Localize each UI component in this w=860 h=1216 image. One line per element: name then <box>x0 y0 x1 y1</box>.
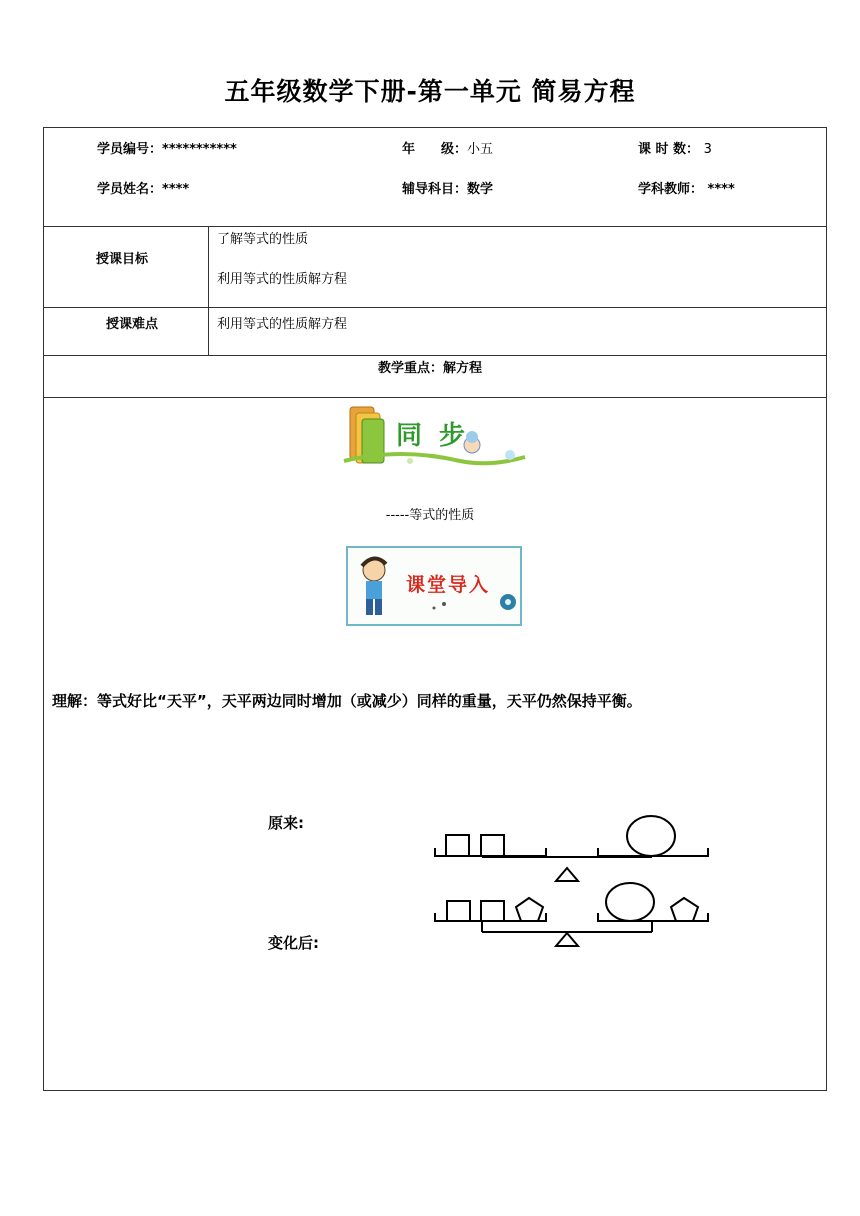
student-name-field <box>97 182 189 198</box>
student-id-field <box>97 142 237 158</box>
teacher-label: 学科教师： <box>638 182 704 197</box>
student-id-label: 学员编号： <box>97 142 163 157</box>
lessons-field <box>638 142 712 158</box>
table-divider <box>43 226 827 227</box>
difficulty-value: 利用等式的性质解方程 <box>217 317 348 332</box>
table-column-divider <box>208 226 209 355</box>
goal-item: 利用等式的性质解方程 <box>217 272 348 287</box>
after-label: 变化后: <box>268 934 319 952</box>
understanding-text: 理解：等式好比“天平”，天平两边同时增加（或减少）同样的重量，天平仍然保持平衡。 <box>52 692 642 710</box>
teaching-focus: 教学重点：解方程 <box>377 361 482 376</box>
subject-field <box>402 182 493 198</box>
section-subtitle: -----等式的性质 <box>385 508 475 523</box>
student-name-label: 学员姓名： <box>97 182 163 197</box>
student-id-value: *********** <box>162 142 237 157</box>
goal-item: 了解等式的性质 <box>217 232 309 247</box>
sync-banner-text: 同 步 <box>396 421 470 451</box>
grade-label: 年 级： <box>402 142 468 157</box>
page-title: 五年级数学下册-第一单元 简易方程 <box>224 77 636 106</box>
teacher-value: **** <box>707 182 735 197</box>
student-name-value: **** <box>162 182 190 197</box>
table-divider <box>43 307 827 308</box>
table-divider <box>43 397 827 398</box>
sync-banner <box>340 403 530 471</box>
intro-banner-text: 课堂导入 <box>406 574 491 596</box>
table-divider <box>43 355 827 356</box>
lessons-value: 3 <box>703 142 712 157</box>
difficulty-label: 授课难点 <box>106 317 159 332</box>
grade-value: 小五 <box>467 142 494 157</box>
goals-label: 授课目标 <box>96 252 149 267</box>
subject-label: 辅导科目： <box>402 182 468 197</box>
intro-banner <box>346 546 522 626</box>
subject-value: 数学 <box>467 182 494 197</box>
grade-field <box>402 142 493 158</box>
lessons-label: 课 时 数： <box>638 142 700 157</box>
before-label: 原来: <box>268 814 304 832</box>
teacher-field <box>638 182 735 198</box>
